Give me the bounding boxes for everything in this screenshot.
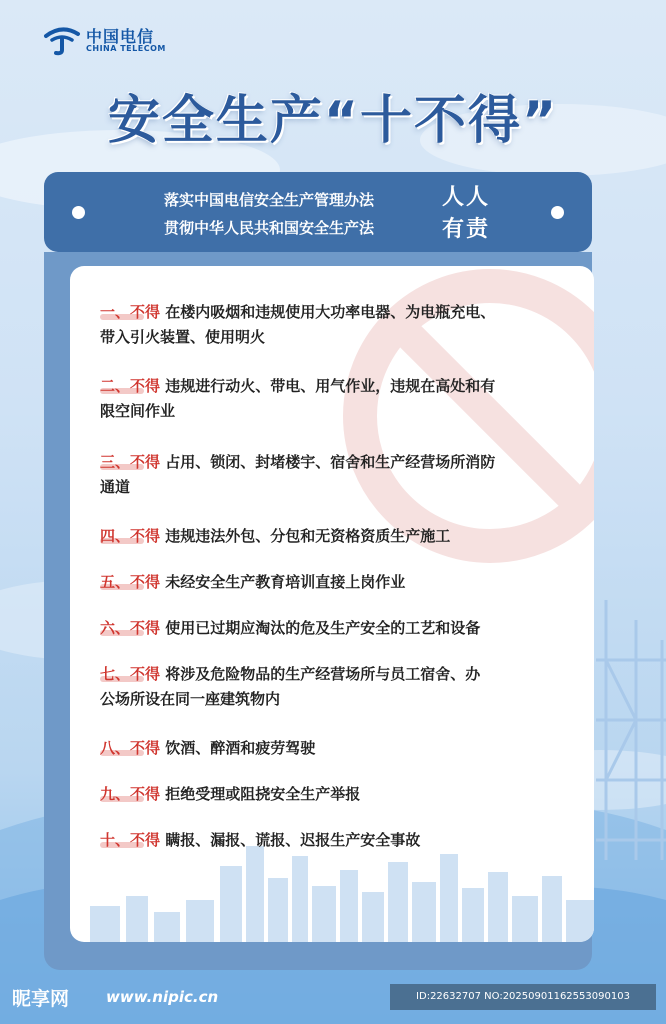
- rule-text: 违规违法外包、分包和无资格资质生产施工: [160, 527, 451, 545]
- rule-text: 在楼内吸烟和违规使用大功率电器、为电瓶充电、: [160, 303, 496, 321]
- rule-tag: 不得: [130, 665, 161, 683]
- rule-text: 占用、锁闭、封堵楼宇、宿舍和生产经营场所消防: [160, 453, 496, 471]
- rule-tag: 不得: [130, 303, 161, 321]
- banner-slogan-1: 人人: [442, 185, 491, 210]
- watermark-site-name: 昵享网: [12, 988, 70, 1010]
- rule-text: 拒绝受理或阻挠安全生产举报: [160, 785, 361, 803]
- left-dot-icon: [72, 206, 85, 219]
- logo-text-cn: 中国电信: [86, 27, 155, 46]
- right-dot-icon: [551, 206, 564, 219]
- china-telecom-logo: [42, 22, 172, 62]
- rule-text: 未经安全生产教育培训直接上岗作业: [160, 573, 406, 591]
- rule-text-continued: 通道: [100, 478, 131, 496]
- rule-item: [100, 616, 580, 641]
- watermark-id: ID:22632707 NO:20250901162553090103: [390, 984, 656, 1010]
- rule-number: 三、: [100, 453, 131, 471]
- rule-tag: 不得: [130, 831, 161, 849]
- rule-tag: 不得: [130, 739, 161, 757]
- rule-text-continued: 公场所设在同一座建筑物内: [100, 690, 281, 708]
- rule-item: [100, 570, 580, 595]
- rule-tag: 不得: [130, 453, 161, 471]
- rule-tag: 不得: [130, 785, 161, 803]
- rule-number: 五、: [100, 573, 131, 591]
- telecom-swirl-icon: [42, 26, 82, 56]
- rule-tag: 不得: [130, 377, 161, 395]
- rule-number: 七、: [100, 665, 131, 683]
- rule-item: [100, 374, 580, 424]
- rule-text-continued: 带入引火装置、使用明火: [100, 328, 266, 346]
- rule-text: 瞒报、漏报、谎报、迟报生产安全事故: [160, 831, 421, 849]
- scaffold-icon: [596, 600, 666, 860]
- watermark-url: www.nipic.cn: [106, 988, 219, 1006]
- page-title: 安全生产“十不得”: [107, 91, 559, 151]
- logo-text-en: CHINA TELECOM: [86, 44, 166, 53]
- rule-item: [100, 782, 580, 807]
- rule-item: [100, 300, 580, 350]
- rule-item: [100, 662, 580, 712]
- rule-number: 一、: [100, 303, 131, 321]
- rule-text: 违规进行动火、带电、用气作业，违规在高处和有: [160, 377, 496, 395]
- rule-number: 二、: [100, 377, 131, 395]
- rule-text: 饮酒、醉酒和疲劳驾驶: [160, 739, 316, 757]
- rule-number: 六、: [100, 619, 131, 637]
- rule-number: 八、: [100, 739, 131, 757]
- rule-tag: 不得: [130, 527, 161, 545]
- rule-number: 九、: [100, 785, 131, 803]
- rule-number: 十、: [100, 831, 131, 849]
- rule-item: [100, 736, 580, 761]
- slogan-banner: [44, 172, 592, 252]
- rule-item: [100, 524, 580, 549]
- rule-text: 使用已过期应淘汰的危及生产安全的工艺和设备: [160, 619, 481, 637]
- banner-line-2: 贯彻中华人民共和国安全生产法: [164, 219, 375, 237]
- banner-slogan-2: 有责: [442, 217, 491, 242]
- rule-tag: 不得: [130, 619, 161, 637]
- banner-line-1: 落实中国电信安全生产管理办法: [164, 191, 375, 209]
- rule-number: 四、: [100, 527, 131, 545]
- rule-item: [100, 828, 580, 853]
- rule-item: [100, 450, 580, 500]
- rule-text: 将涉及危险物品的生产经营场所与员工宿舍、办: [160, 665, 481, 683]
- rule-tag: 不得: [130, 573, 161, 591]
- rule-text-continued: 限空间作业: [100, 402, 176, 420]
